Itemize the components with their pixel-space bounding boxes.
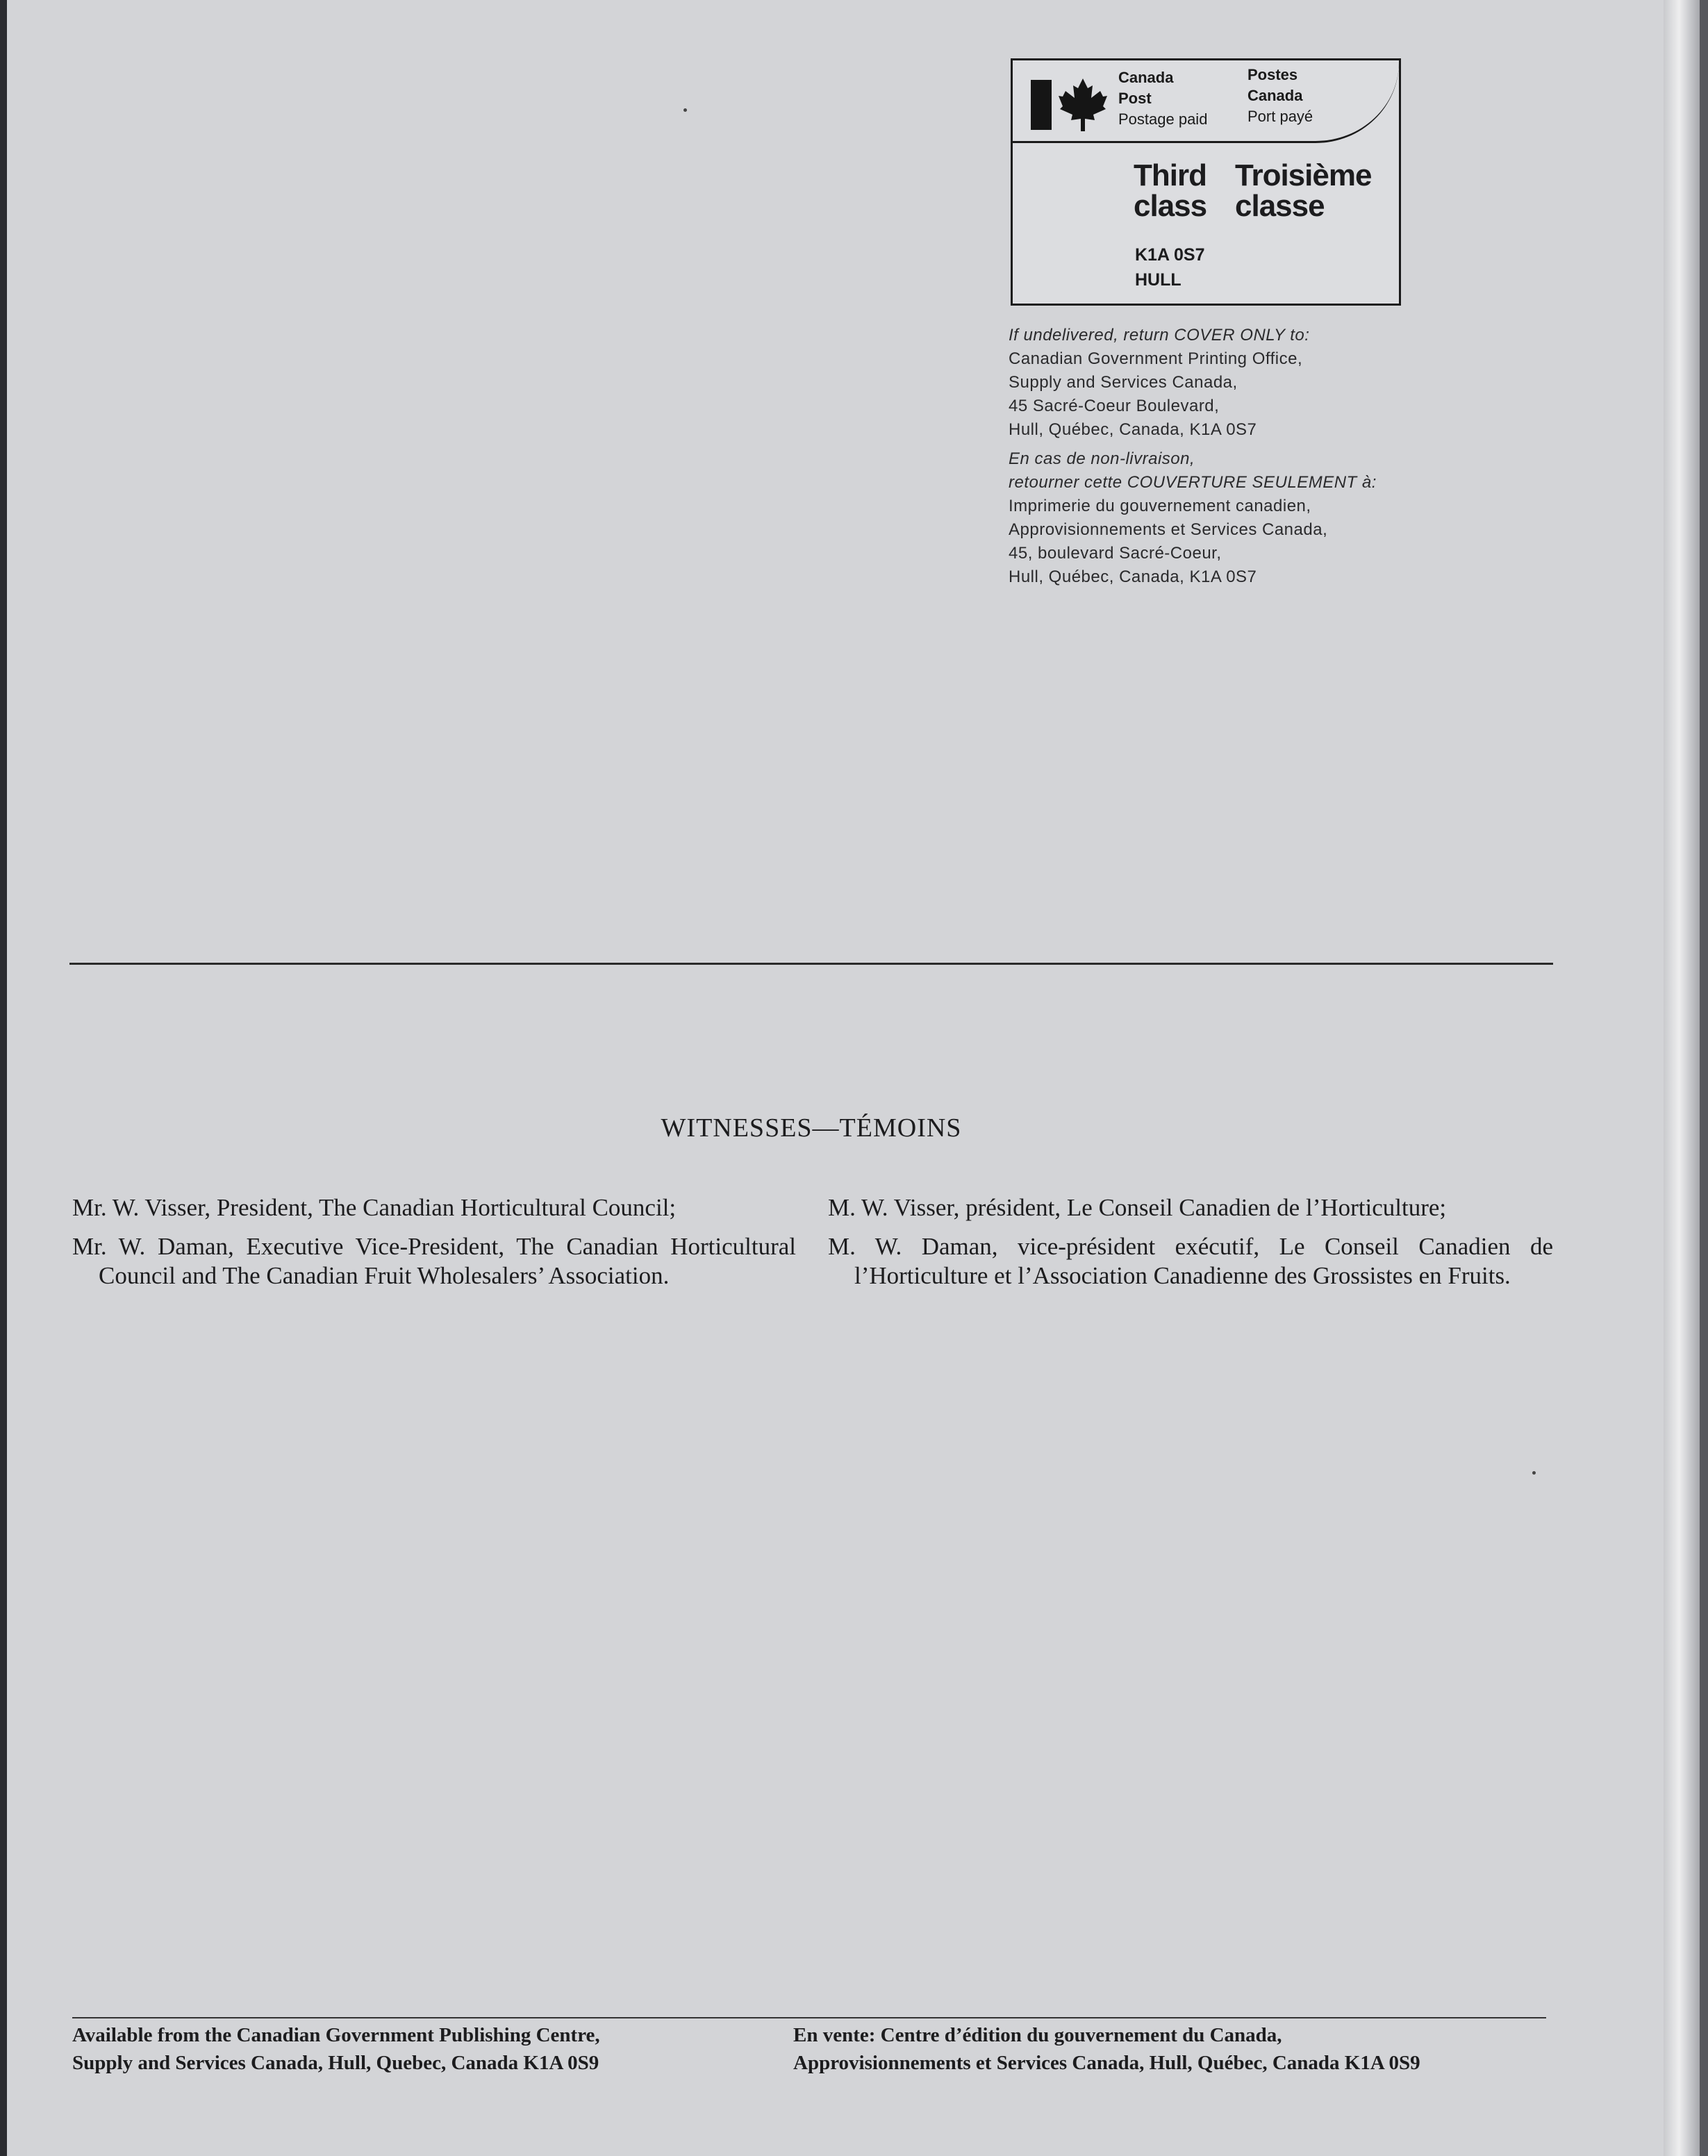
postage-en-name-1: Canada <box>1118 69 1174 86</box>
footer-en-line: Available from the Canadian Government Publishing Centre, <box>72 2024 600 2046</box>
speck <box>683 108 687 112</box>
return-line: If undelivered, return COVER ONLY to: <box>1009 326 1310 345</box>
divider-rule <box>69 963 1553 965</box>
footer-en <box>72 2021 600 2077</box>
return-address <box>1009 324 1495 589</box>
speck <box>1532 1471 1536 1475</box>
page-edge-left <box>0 0 7 2156</box>
class-en-1: Third <box>1134 158 1207 192</box>
witness-entry: M. W. Visser, président, Le Conseil Canadien de l’Horticulture; <box>828 1194 1447 1221</box>
footer-fr <box>793 2021 1420 2077</box>
return-line: retourner cette COUVERTURE SEULEMENT à: <box>1009 473 1377 492</box>
witnesses-fr-column <box>828 1193 1553 1300</box>
postage-indicia <box>1011 58 1401 306</box>
witness-entry: Mr. W. Visser, President, The Canadian Horticultural Council; <box>72 1194 677 1221</box>
postage-fr-label <box>1247 65 1313 127</box>
class-fr-1: Troisième <box>1235 158 1372 192</box>
postage-en-name-2: Post <box>1118 90 1152 107</box>
return-line: Supply and Services Canada, <box>1009 373 1238 392</box>
return-line: 45 Sacré-Coeur Boulevard, <box>1009 397 1220 415</box>
footer-fr-line: Approvisionnements et Services Canada, Hull, Québec, Canada K1A 0S9 <box>793 2052 1420 2074</box>
return-line: 45, boulevard Sacré-Coeur, <box>1009 544 1222 563</box>
witnesses-heading: WITNESSES—TÉMOINS <box>661 1113 962 1143</box>
postage-en-paid: Postage paid <box>1118 110 1208 128</box>
postage-fr-paid: Port payé <box>1247 108 1313 125</box>
maple-leaf-icon <box>1057 77 1109 133</box>
return-line: Hull, Québec, Canada, K1A 0S7 <box>1009 420 1257 439</box>
class-en <box>1134 160 1207 222</box>
witness-entry: M. W. Daman, vice-président exécutif, Le Conseil Canadien de l’Horticulture et l’Association Canadienne des Grossistes en Fruits. <box>828 1233 1553 1289</box>
return-line: Imprimerie du gouvernement canadien, <box>1009 497 1311 515</box>
witness-entry: Mr. W. Daman, Executive Vice-President, The Canadian Horticultural Council and The Canadian Fruit Wholesalers’ Association. <box>72 1233 796 1289</box>
class-fr-2: classe <box>1235 189 1325 223</box>
postage-destination <box>1135 242 1205 292</box>
return-line: Hull, Québec, Canada, K1A 0S7 <box>1009 567 1257 586</box>
page-edge-right <box>1664 0 1708 2156</box>
footer-rule <box>72 2017 1546 2018</box>
flag-bar <box>1031 80 1052 130</box>
footer-en-line: Supply and Services Canada, Hull, Quebec, Canada K1A 0S9 <box>72 2052 599 2074</box>
return-line: Approvisionnements et Services Canada, <box>1009 520 1328 539</box>
return-line: Canadian Government Printing Office, <box>1009 349 1303 368</box>
postage-fr-name-1: Postes <box>1247 66 1298 83</box>
postage-fr-name-2: Canada <box>1247 87 1303 104</box>
class-fr <box>1235 160 1371 222</box>
postage-en-label <box>1118 67 1207 130</box>
return-line: En cas de non-livraison, <box>1009 449 1195 468</box>
postage-city: HULL <box>1135 270 1181 290</box>
class-en-2: class <box>1134 189 1207 223</box>
witnesses-en-column <box>72 1193 796 1300</box>
footer-fr-line: En vente: Centre d’édition du gouvernement du Canada, <box>793 2024 1282 2046</box>
postage-header <box>1013 60 1399 143</box>
postal-code: K1A 0S7 <box>1135 245 1205 265</box>
